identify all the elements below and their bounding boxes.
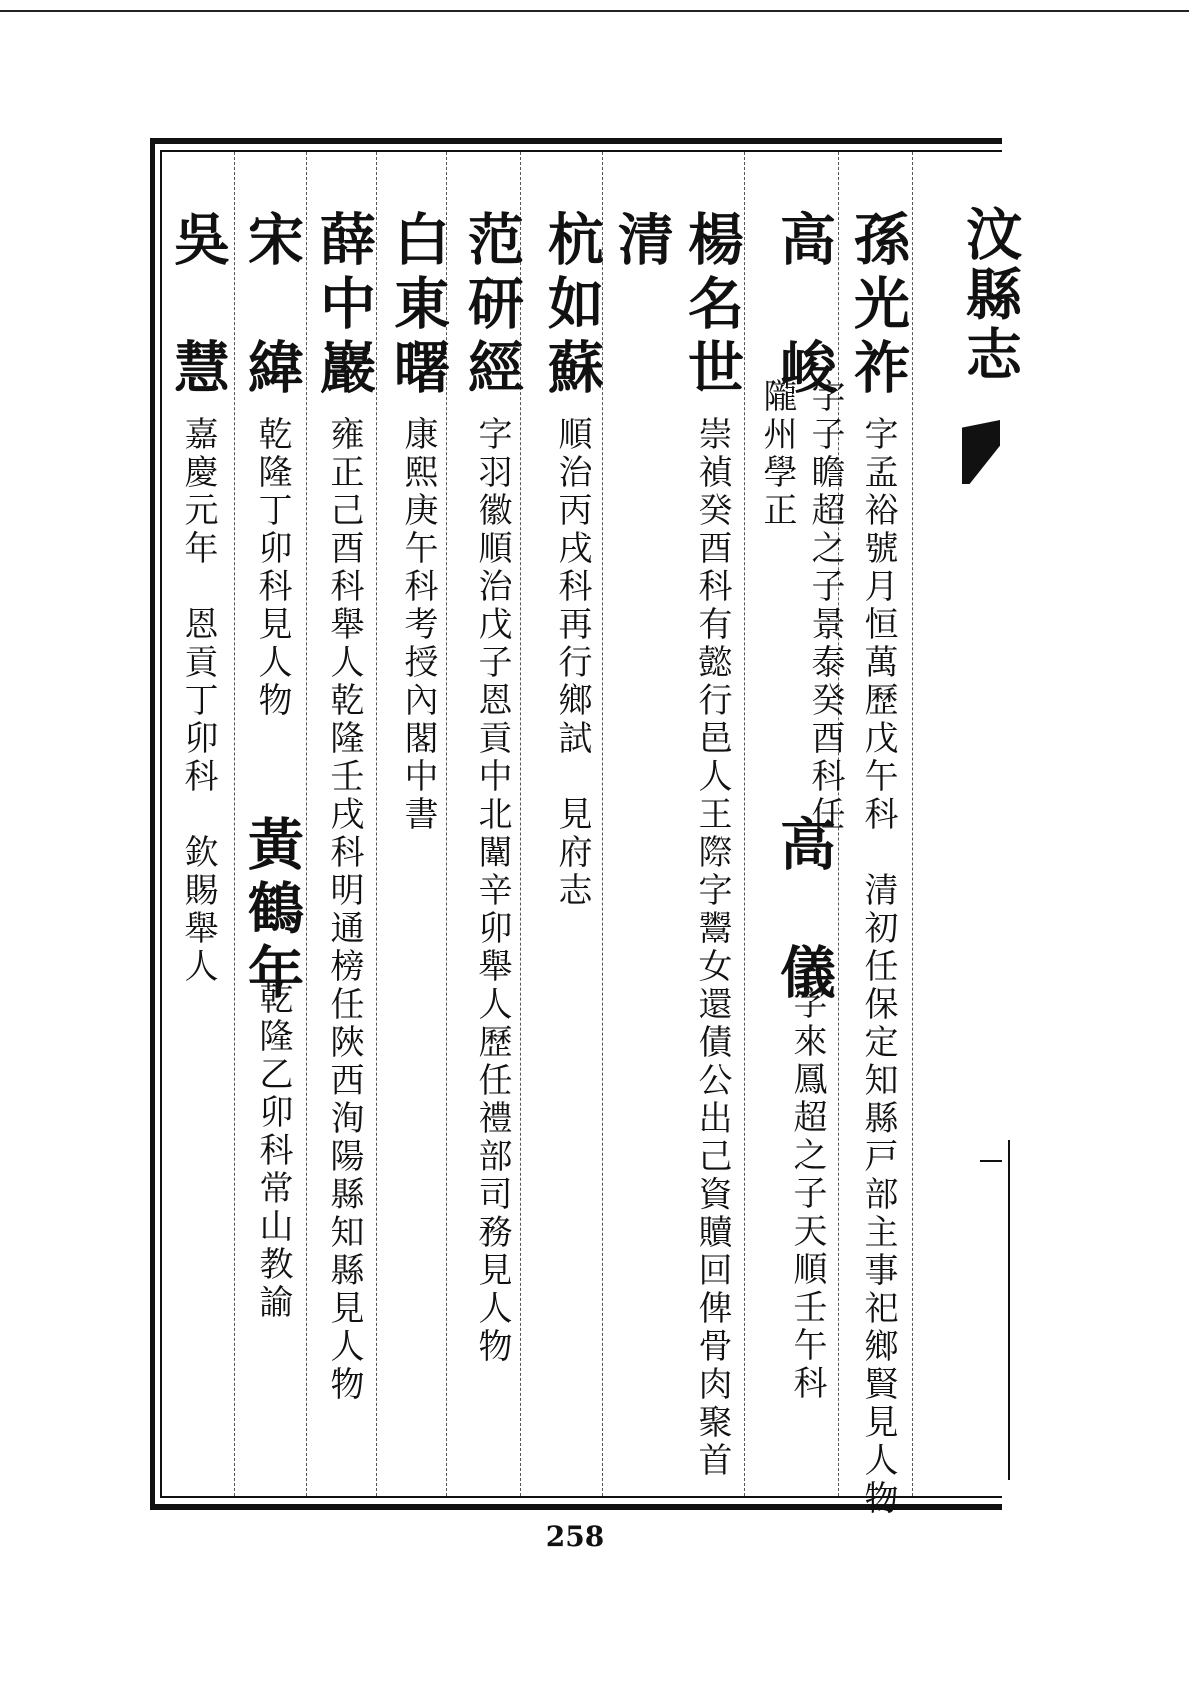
entry-column	[679, 210, 745, 1490]
entry-description-column	[805, 378, 845, 834]
entry-description-column	[787, 985, 827, 1485]
frame-left-inner-border	[160, 150, 162, 1498]
person-name: 高 峻	[771, 210, 837, 402]
entry-description: 崇禎癸酉科有懿行邑人王際字鬻女還債公出己資贖回俾骨肉聚首	[692, 416, 732, 1480]
entry-subname-column	[771, 815, 837, 1007]
person-name: 薛中巖	[311, 210, 377, 402]
entry-description: 乾隆丁卯科見人物	[252, 416, 292, 720]
entry-column	[165, 210, 231, 1490]
dynasty-name: 清	[609, 210, 675, 274]
entry-description-column	[757, 378, 797, 530]
entry-description-column	[253, 980, 293, 1460]
frame-top-inner-border	[160, 150, 1002, 152]
entry-column	[845, 210, 911, 1518]
entry-description: 康熙庚午科考授內閣中書	[398, 416, 438, 834]
person-name: 白東曙	[385, 210, 451, 402]
title-tab-marker	[962, 420, 1000, 484]
person-name: 吳 慧	[165, 210, 231, 402]
entry-description: 字羽徽順治戊子恩貢中北闈辛卯舉人歷任禮部司務見人物	[472, 416, 512, 1366]
person-name: 宋 緯	[239, 210, 305, 402]
page-number: 258	[545, 1520, 605, 1553]
entry-description: 雍正己酉科舉人乾隆壬戌科明通榜任陜西洵陽縣知縣見人物	[324, 416, 364, 1404]
entry-column	[311, 210, 377, 1490]
entry-description: 順治丙戌科再行鄉試 見府志	[552, 416, 592, 910]
entry-column	[539, 210, 605, 1490]
column-rule	[912, 152, 913, 1496]
column-rule	[234, 152, 235, 1496]
person-name: 楊名世	[679, 210, 745, 402]
person-name: 杭如蘇	[539, 210, 605, 402]
column-rule	[306, 152, 307, 1496]
person-name: 范研經	[459, 210, 525, 402]
right-margin-rule	[1008, 1140, 1010, 1480]
person-name: 高 儀	[771, 815, 837, 1007]
entry-column	[459, 210, 525, 1490]
frame-left-border	[150, 138, 155, 1510]
right-margin-stub	[980, 1160, 1002, 1162]
scan-top-border	[0, 10, 1189, 12]
frame-top-border	[150, 138, 1002, 144]
entry-description: 字來鳳超之子天順壬午科	[787, 985, 827, 1403]
dynasty-heading	[609, 210, 675, 1490]
person-name: 孫光祚	[845, 210, 911, 402]
entry-column	[385, 210, 451, 1490]
book-title: 汶縣志	[957, 205, 1023, 385]
entry-description: 乾隆乙卯科常山教諭	[253, 980, 293, 1322]
entry-description: 嘉慶元年 恩貢丁卯科 欽賜舉人	[178, 416, 218, 986]
entry-description-continued: 隴州學正	[757, 378, 797, 530]
entry-description: 字孟裕號月恒萬歷戊午科 清初任保定知縣戸部主事祀鄉賢見人物	[858, 416, 898, 1518]
person-name: 黃鶴年	[239, 815, 305, 1007]
entry-description: 字子瞻超之子景泰癸酉科任	[805, 378, 845, 834]
